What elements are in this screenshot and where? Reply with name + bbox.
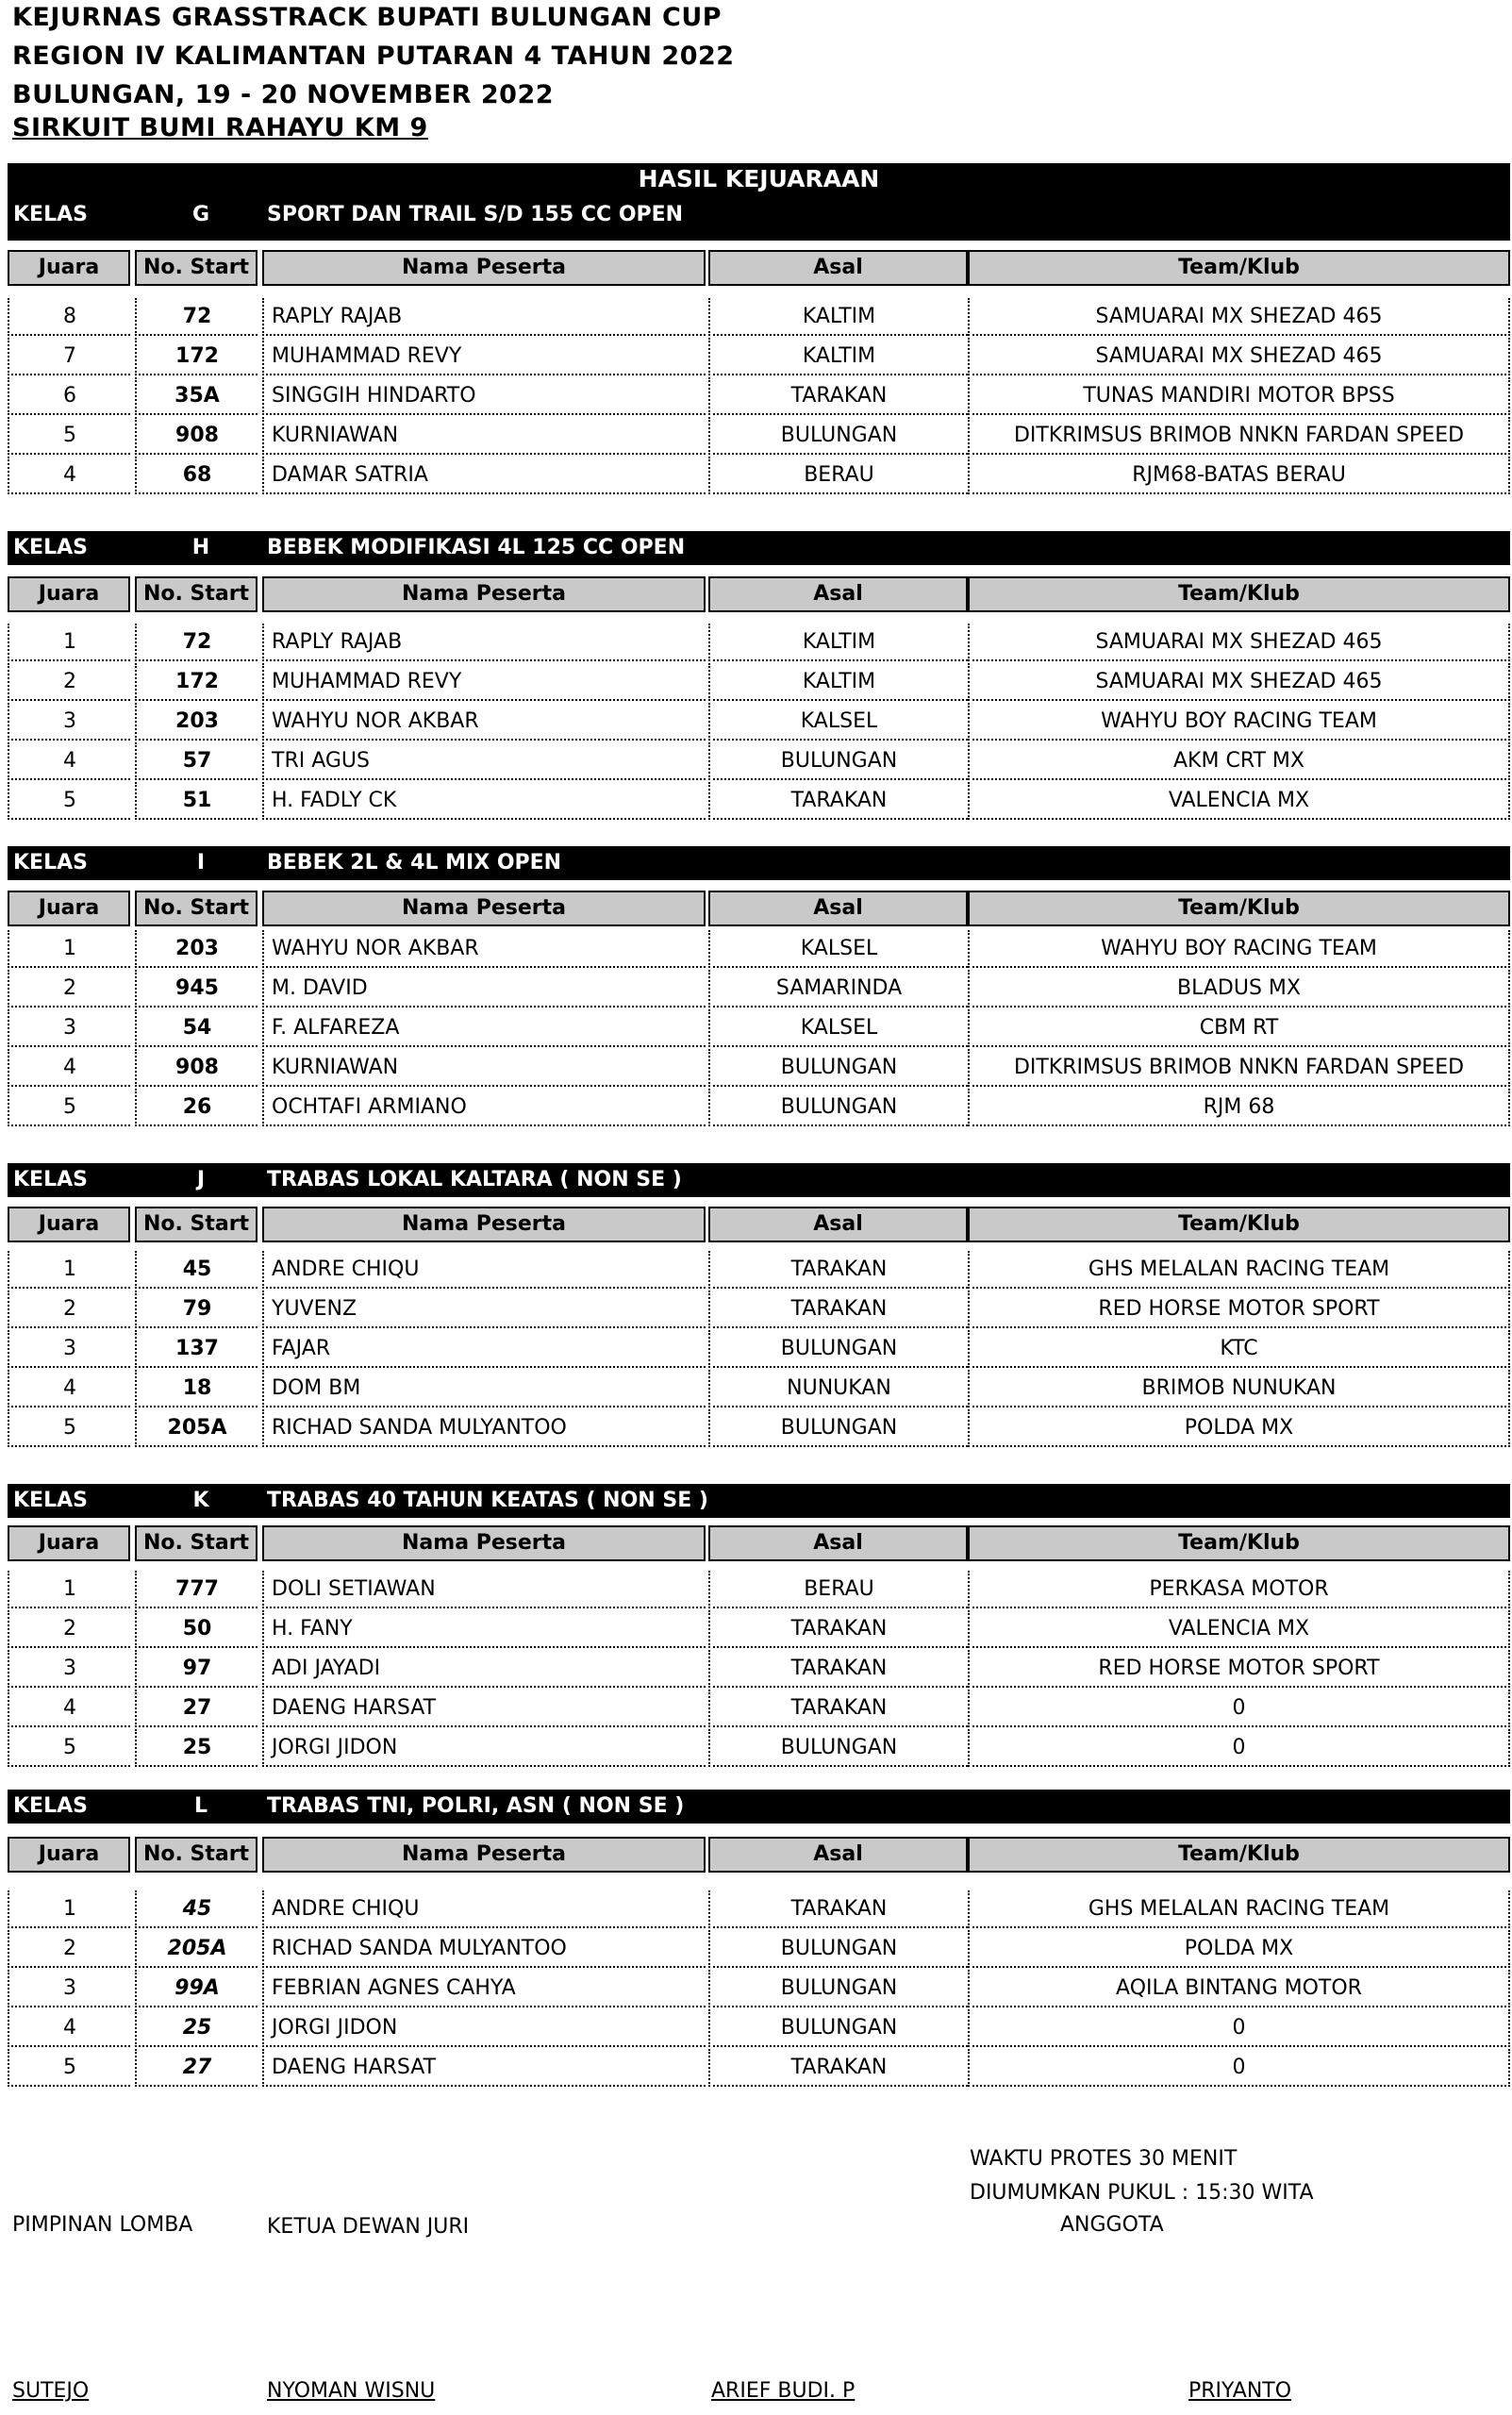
col-juara: Juara <box>8 1207 130 1242</box>
cell-juara: 3 <box>8 1009 130 1047</box>
col-asal: Asal <box>708 1837 968 1873</box>
cell-nama: M. DAVID <box>262 970 706 1008</box>
cell-nama: H. FANY <box>262 1610 706 1648</box>
cell-juara: 5 <box>8 782 130 820</box>
table-row <box>8 1729 1510 1769</box>
cell-juara: 1 <box>8 1571 130 1608</box>
kelas-label: KELAS <box>13 1168 88 1191</box>
table-row <box>8 1251 1510 1291</box>
cell-asal: SAMARINDA <box>708 970 968 1008</box>
table-row <box>8 417 1510 457</box>
table-row <box>8 377 1510 417</box>
cell-asal: KALSEL <box>708 930 968 968</box>
cell-juara: 8 <box>8 298 130 336</box>
cell-team: GHS MELALAN RACING TEAM <box>968 1890 1510 1928</box>
cell-no-start: 50 <box>135 1610 258 1648</box>
cell-nama: YUVENZ <box>262 1291 706 1328</box>
table-row <box>8 457 1510 496</box>
cell-asal: TARAKAN <box>708 1610 968 1648</box>
column-header-h <box>8 576 1510 616</box>
cell-asal: BULUNGAN <box>708 1089 968 1126</box>
cell-juara: 5 <box>8 1089 130 1126</box>
cell-asal: BULUNGAN <box>708 1049 968 1087</box>
cell-asal: TARAKAN <box>708 1291 968 1328</box>
col-no-start: No. Start <box>135 1207 258 1242</box>
cell-team: VALENCIA MX <box>968 782 1510 820</box>
cell-nama: RICHAD SANDA MULYANTOO <box>262 1930 706 1968</box>
cell-nama: RAPLY RAJAB <box>262 298 706 336</box>
cell-no-start: 68 <box>135 457 258 494</box>
table-row <box>8 970 1510 1009</box>
cell-nama: KURNIAWAN <box>262 417 706 455</box>
table-row <box>8 298 1510 338</box>
cell-nama: ADI JAYADI <box>262 1650 706 1688</box>
hasil-kejuaraan-title: HASIL KEJUARAAN <box>638 165 880 192</box>
cell-asal: TARAKAN <box>708 1650 968 1688</box>
pimpinan-label: PIMPINAN LOMBA <box>12 2213 193 2237</box>
cell-asal: KALTIM <box>708 298 968 336</box>
cell-juara: 5 <box>8 1409 130 1447</box>
cell-team: WAHYU BOY RACING TEAM <box>968 703 1510 741</box>
cell-juara: 6 <box>8 377 130 415</box>
cell-asal: BULUNGAN <box>708 417 968 455</box>
kelas-title: SPORT DAN TRAIL S/D 155 CC OPEN <box>267 203 684 226</box>
kelas-code: K <box>192 1489 209 1512</box>
section-band-l <box>8 1790 1510 1824</box>
col-nama: Nama Peserta <box>262 1207 706 1242</box>
event-region: REGION IV KALIMANTAN PUTARAN 4 TAHUN 2022 <box>12 42 735 71</box>
table-row <box>8 1370 1510 1409</box>
table-row <box>8 1409 1510 1449</box>
table-row <box>8 1330 1510 1370</box>
col-asal: Asal <box>708 1207 968 1242</box>
cell-juara: 2 <box>8 1610 130 1648</box>
cell-nama: KURNIAWAN <box>262 1049 706 1087</box>
cell-team: VALENCIA MX <box>968 1610 1510 1648</box>
cell-asal: BULUNGAN <box>708 1409 968 1447</box>
cell-nama: WAHYU NOR AKBAR <box>262 703 706 741</box>
cell-no-start: 51 <box>135 782 258 820</box>
event-title: KEJURNAS GRASSTRACK BUPATI BULUNGAN CUP <box>12 3 723 32</box>
table-row <box>8 742 1510 782</box>
kelas-code: H <box>191 536 210 559</box>
col-team: Team/Klub <box>968 1837 1510 1873</box>
signatory-name: PRIYANTO <box>1188 2379 1292 2403</box>
cell-team: RED HORSE MOTOR SPORT <box>968 1650 1510 1688</box>
cell-team: PERKASA MOTOR <box>968 1571 1510 1608</box>
cell-no-start: 97 <box>135 1650 258 1688</box>
col-nama: Nama Peserta <box>262 1837 706 1873</box>
cell-asal: BERAU <box>708 457 968 494</box>
table-row <box>8 1089 1510 1128</box>
event-circuit: SIRKUIT BUMI RAHAYU KM 9 <box>12 113 428 142</box>
cell-team: 0 <box>968 1690 1510 1727</box>
table-row <box>8 1049 1510 1089</box>
cell-no-start: 54 <box>135 1009 258 1047</box>
cell-asal: KALTIM <box>708 338 968 375</box>
cell-nama: DAENG HARSAT <box>262 2049 706 2087</box>
cell-asal: KALTIM <box>708 663 968 701</box>
col-asal: Asal <box>708 1525 968 1561</box>
table-row <box>8 624 1510 663</box>
cell-nama: JORGI JIDON <box>262 1729 706 1767</box>
anggota-label: ANGGOTA <box>1060 2213 1164 2237</box>
cell-no-start: 25 <box>135 2009 258 2047</box>
kelas-code: I <box>196 851 206 874</box>
cell-asal: BULUNGAN <box>708 1330 968 1368</box>
table-row <box>8 1930 1510 1970</box>
cell-nama: TRI AGUS <box>262 742 706 780</box>
table-row <box>8 1610 1510 1650</box>
cell-juara: 4 <box>8 1049 130 1087</box>
cell-nama: ANDRE CHIQU <box>262 1890 706 1928</box>
col-nama: Nama Peserta <box>262 891 706 926</box>
cell-no-start: 26 <box>135 1089 258 1126</box>
cell-asal: KALTIM <box>708 624 968 661</box>
col-no-start: No. Start <box>135 250 258 286</box>
cell-asal: BERAU <box>708 1571 968 1608</box>
col-team: Team/Klub <box>968 1207 1510 1242</box>
column-header-l <box>8 1837 1510 1876</box>
section-band-g <box>8 163 1510 241</box>
col-team: Team/Klub <box>968 891 1510 926</box>
cell-no-start: 72 <box>135 298 258 336</box>
section-band-h <box>8 531 1510 565</box>
signatory-name: SUTEJO <box>12 2379 90 2403</box>
kelas-title: TRABAS 40 TAHUN KEATAS ( NON SE ) <box>267 1489 708 1512</box>
cell-asal: BULUNGAN <box>708 1930 968 1968</box>
cell-no-start: 205A <box>135 1930 258 1968</box>
cell-no-start: 908 <box>135 417 258 455</box>
cell-team: POLDA MX <box>968 1930 1510 1968</box>
cell-team: GHS MELALAN RACING TEAM <box>968 1251 1510 1289</box>
kelas-code: J <box>196 1168 206 1191</box>
cell-nama: DAMAR SATRIA <box>262 457 706 494</box>
cell-team: BRIMOB NUNUKAN <box>968 1370 1510 1407</box>
cell-no-start: 908 <box>135 1049 258 1087</box>
cell-nama: FAJAR <box>262 1330 706 1368</box>
kelas-title: TRABAS LOKAL KALTARA ( NON SE ) <box>267 1168 682 1191</box>
cell-team: AKM CRT MX <box>968 742 1510 780</box>
kelas-title: BEBEK 2L & 4L MIX OPEN <box>267 851 562 874</box>
cell-team: KTC <box>968 1330 1510 1368</box>
cell-asal: TARAKAN <box>708 377 968 415</box>
kelas-label: KELAS <box>13 203 88 226</box>
cell-no-start: 945 <box>135 970 258 1008</box>
col-team: Team/Klub <box>968 1525 1510 1561</box>
cell-team: RJM 68 <box>968 1089 1510 1126</box>
cell-juara: 1 <box>8 930 130 968</box>
cell-team: SAMUARAI MX SHEZAD 465 <box>968 663 1510 701</box>
table-row <box>8 1571 1510 1610</box>
kelas-title: BEBEK MODIFIKASI 4L 125 CC OPEN <box>267 536 686 559</box>
cell-asal: KALSEL <box>708 1009 968 1047</box>
col-juara: Juara <box>8 250 130 286</box>
cell-team: 0 <box>968 2049 1510 2087</box>
cell-no-start: 172 <box>135 663 258 701</box>
cell-nama: MUHAMMAD REVY <box>262 663 706 701</box>
col-nama: Nama Peserta <box>262 1525 706 1561</box>
col-no-start: No. Start <box>135 1837 258 1873</box>
kelas-label: KELAS <box>13 851 88 874</box>
cell-juara: 2 <box>8 970 130 1008</box>
cell-no-start: 99A <box>135 1970 258 2007</box>
cell-no-start: 27 <box>135 1690 258 1727</box>
cell-juara: 3 <box>8 703 130 741</box>
cell-juara: 4 <box>8 1690 130 1727</box>
cell-no-start: 25 <box>135 1729 258 1767</box>
table-row <box>8 782 1510 822</box>
cell-juara: 5 <box>8 2049 130 2087</box>
cell-no-start: 45 <box>135 1251 258 1289</box>
cell-nama: JORGI JIDON <box>262 2009 706 2047</box>
cell-nama: OCHTAFI ARMIANO <box>262 1089 706 1126</box>
cell-no-start: 18 <box>135 1370 258 1407</box>
cell-no-start: 777 <box>135 1571 258 1608</box>
col-no-start: No. Start <box>135 1525 258 1561</box>
col-juara: Juara <box>8 891 130 926</box>
table-row <box>8 663 1510 703</box>
cell-no-start: 205A <box>135 1409 258 1447</box>
cell-asal: TARAKAN <box>708 1251 968 1289</box>
cell-juara: 7 <box>8 338 130 375</box>
kelas-label: KELAS <box>13 536 88 559</box>
cell-juara: 1 <box>8 624 130 661</box>
cell-asal: NUNUKAN <box>708 1370 968 1407</box>
cell-asal: TARAKAN <box>708 2049 968 2087</box>
kelas-title: TRABAS TNI, POLRI, ASN ( NON SE ) <box>267 1794 685 1818</box>
cell-team: TUNAS MANDIRI MOTOR BPSS <box>968 377 1510 415</box>
cell-juara: 5 <box>8 417 130 455</box>
cell-nama: DOM BM <box>262 1370 706 1407</box>
cell-team: WAHYU BOY RACING TEAM <box>968 930 1510 968</box>
cell-juara: 2 <box>8 1930 130 1968</box>
col-team: Team/Klub <box>968 576 1510 612</box>
cell-nama: DAENG HARSAT <box>262 1690 706 1727</box>
table-row <box>8 1009 1510 1049</box>
cell-juara: 1 <box>8 1251 130 1289</box>
cell-no-start: 137 <box>135 1330 258 1368</box>
cell-team: SAMUARAI MX SHEZAD 465 <box>968 624 1510 661</box>
cell-team: DITKRIMSUS BRIMOB NNKN FARDAN SPEED <box>968 417 1510 455</box>
col-no-start: No. Start <box>135 576 258 612</box>
column-header-i <box>8 891 1510 930</box>
cell-juara: 1 <box>8 1890 130 1928</box>
cell-asal: BULUNGAN <box>708 742 968 780</box>
cell-team: DITKRIMSUS BRIMOB NNKN FARDAN SPEED <box>968 1049 1510 1087</box>
cell-nama: F. ALFAREZA <box>262 1009 706 1047</box>
cell-juara: 3 <box>8 1650 130 1688</box>
kelas-code: G <box>191 203 210 226</box>
cell-nama: WAHYU NOR AKBAR <box>262 930 706 968</box>
cell-no-start: 79 <box>135 1291 258 1328</box>
table-row <box>8 1690 1510 1729</box>
cell-juara: 4 <box>8 742 130 780</box>
cell-nama: RAPLY RAJAB <box>262 624 706 661</box>
column-header-g <box>8 250 1510 290</box>
cell-no-start: 45 <box>135 1890 258 1928</box>
cell-juara: 3 <box>8 1970 130 2007</box>
kelas-label: KELAS <box>13 1794 88 1818</box>
cell-juara: 3 <box>8 1330 130 1368</box>
cell-no-start: 203 <box>135 703 258 741</box>
cell-nama: SINGGIH HINDARTO <box>262 377 706 415</box>
cell-juara: 5 <box>8 1729 130 1767</box>
signatory-name: NYOMAN WISNU <box>267 2379 436 2403</box>
table-row <box>8 703 1510 742</box>
cell-nama: DOLI SETIAWAN <box>262 1571 706 1608</box>
table-row <box>8 1970 1510 2009</box>
cell-nama: RICHAD SANDA MULYANTOO <box>262 1409 706 1447</box>
cell-juara: 4 <box>8 457 130 494</box>
cell-asal: BULUNGAN <box>708 1729 968 1767</box>
col-team: Team/Klub <box>968 250 1510 286</box>
table-row <box>8 338 1510 377</box>
cell-no-start: 203 <box>135 930 258 968</box>
ketua-label: KETUA DEWAN JURI <box>267 2215 470 2239</box>
cell-asal: TARAKAN <box>708 782 968 820</box>
cell-team: BLADUS MX <box>968 970 1510 1008</box>
cell-asal: TARAKAN <box>708 1690 968 1727</box>
col-asal: Asal <box>708 250 968 286</box>
cell-team: 0 <box>968 2009 1510 2047</box>
cell-team: 0 <box>968 1729 1510 1767</box>
table-row <box>8 1650 1510 1690</box>
cell-juara: 4 <box>8 1370 130 1407</box>
announced-time: DIUMUMKAN PUKUL : 15:30 WITA <box>970 2181 1314 2205</box>
cell-asal: KALSEL <box>708 703 968 741</box>
cell-team: AQILA BINTANG MOTOR <box>968 1970 1510 2007</box>
cell-team: POLDA MX <box>968 1409 1510 1447</box>
cell-asal: BULUNGAN <box>708 1970 968 2007</box>
kelas-code: L <box>193 1794 208 1818</box>
cell-asal: BULUNGAN <box>708 2009 968 2047</box>
cell-team: SAMUARAI MX SHEZAD 465 <box>968 338 1510 375</box>
column-header-k <box>8 1525 1510 1565</box>
event-date: BULUNGAN, 19 - 20 NOVEMBER 2022 <box>12 80 555 109</box>
col-asal: Asal <box>708 576 968 612</box>
table-row <box>8 2009 1510 2049</box>
section-band-j <box>8 1163 1510 1197</box>
cell-juara: 4 <box>8 2009 130 2047</box>
cell-no-start: 172 <box>135 338 258 375</box>
table-row <box>8 1291 1510 1330</box>
protest-time: WAKTU PROTES 30 MENIT <box>970 2147 1238 2171</box>
col-juara: Juara <box>8 1525 130 1561</box>
cell-asal: TARAKAN <box>708 1890 968 1928</box>
cell-nama: ANDRE CHIQU <box>262 1251 706 1289</box>
table-row <box>8 930 1510 970</box>
section-band-i <box>8 846 1510 880</box>
cell-no-start: 57 <box>135 742 258 780</box>
cell-team: CBM RT <box>968 1009 1510 1047</box>
cell-team: RJM68-BATAS BERAU <box>968 457 1510 494</box>
cell-juara: 2 <box>8 1291 130 1328</box>
cell-team: SAMUARAI MX SHEZAD 465 <box>968 298 1510 336</box>
cell-team: RED HORSE MOTOR SPORT <box>968 1291 1510 1328</box>
cell-nama: H. FADLY CK <box>262 782 706 820</box>
col-juara: Juara <box>8 1837 130 1873</box>
section-band-k <box>8 1484 1510 1518</box>
col-nama: Nama Peserta <box>262 250 706 286</box>
table-row <box>8 2049 1510 2089</box>
cell-no-start: 35A <box>135 377 258 415</box>
cell-nama: FEBRIAN AGNES CAHYA <box>262 1970 706 2007</box>
col-nama: Nama Peserta <box>262 576 706 612</box>
cell-no-start: 27 <box>135 2049 258 2087</box>
table-row <box>8 1890 1510 1930</box>
signatory-name: ARIEF BUDI. P <box>711 2379 856 2403</box>
kelas-label: KELAS <box>13 1489 88 1512</box>
cell-no-start: 72 <box>135 624 258 661</box>
col-no-start: No. Start <box>135 891 258 926</box>
col-juara: Juara <box>8 576 130 612</box>
column-header-j <box>8 1207 1510 1246</box>
col-asal: Asal <box>708 891 968 926</box>
cell-juara: 2 <box>8 663 130 701</box>
cell-nama: MUHAMMAD REVY <box>262 338 706 375</box>
